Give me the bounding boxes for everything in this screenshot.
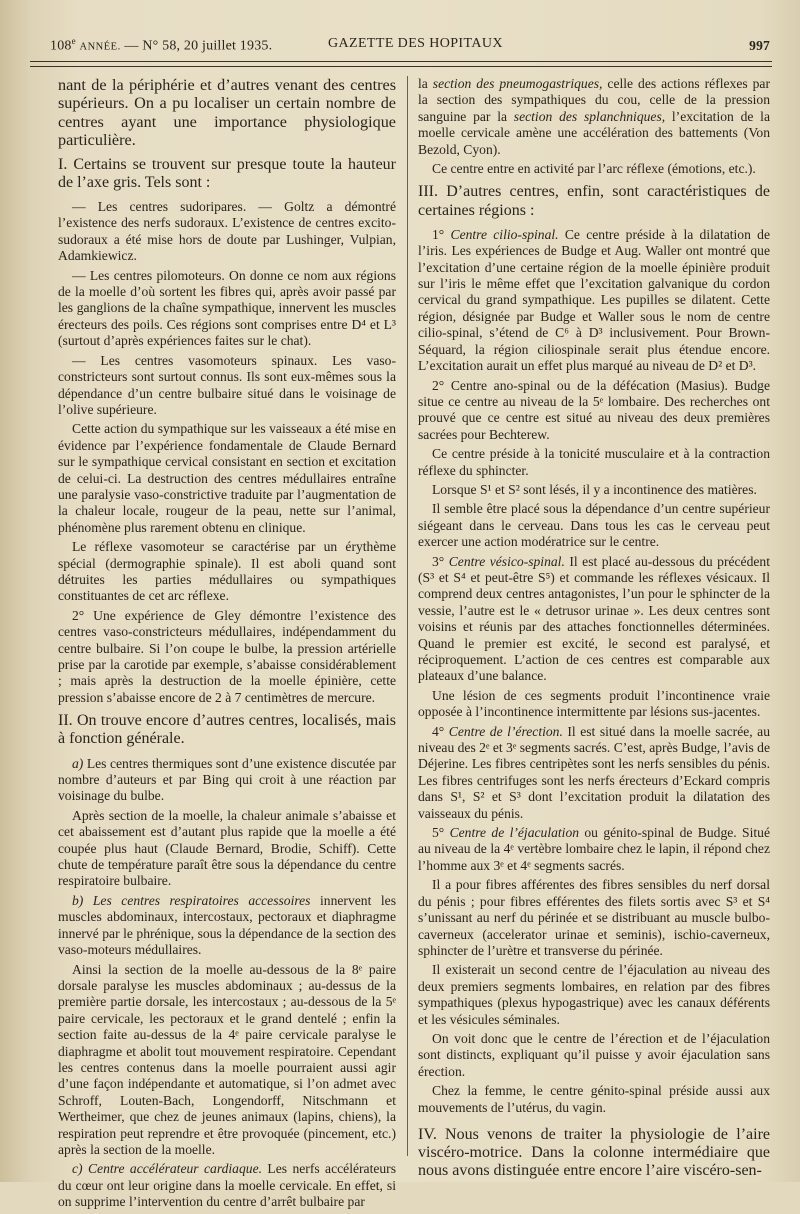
- edition-number: 108: [50, 38, 72, 54]
- paragraph-cilio-spinal: [418, 227, 770, 375]
- item-label-a: a): [72, 755, 84, 771]
- paragraph-reflexe-vasomoteur: Le réflexe vasomoteur se caractérise par un érythème spécial (dermographie spinale). Il est aboli quand sont détruites les parties médullaires ou sympathiques constituantes de cet arc réflexe.: [58, 539, 396, 604]
- paragraph-centres-respiratoires: [58, 893, 396, 959]
- paragraph-distincts: On voit donc que le centre de l’érection et de l’éjaculation sont distincts, expliquant qu’il puisse y avoir éjaculation sans érection.: [418, 1030, 770, 1079]
- item-label-5: 5°: [432, 825, 445, 841]
- intro-paragraph: nant de la périphérie et d’autres venant des centres supérieurs. On a pu localiser un certain nombre de centres ayant une importance physiologique particulière.: [58, 76, 396, 150]
- paragraph-centres-thermiques: [58, 756, 396, 805]
- page-header: [50, 36, 770, 58]
- continuation-emphasis-1: section des pneumogastriques,: [432, 76, 603, 91]
- issue-date: — N° 58, 20 juillet 1935.: [124, 38, 273, 54]
- header-rule: [30, 61, 772, 62]
- page-number: 997: [749, 38, 770, 53]
- paragraph-centre-erection: [418, 724, 770, 822]
- paragraph-tonicite: Ce centre préside à la tonicité musculaire et à la contraction réflexe du sphincter.: [418, 446, 770, 478]
- paragraph-fibres-afferentes: Il a pour fibres afférentes des fibres sensibles du nerf dorsal du pénis ; pour fibres efférentes des filets sortis avec S³ et S⁴ s’unissant au nerf du périnée et se distribuant au muscle bulbo-caverneux (accelerator urinae et seminis), ischio-caverneux, sphincter de l’urètre et transverse du périnée.: [418, 877, 770, 958]
- item-3-title: Centre vésico-spinal.: [448, 553, 565, 569]
- section-heading-3: III. D’autres centres, enfin, sont caractéristiques de certaines régions :: [418, 183, 770, 219]
- paragraph-section-moelle: Après section de la moelle, la chaleur animale s’abaisse et cet abaissement est d’autant plus rapide que la moelle a été coupée plus haut (Claude Bernard, Brodie, Schiff). Cette chute de température paraît être sous la dépendance du centre respiratoire bulbaire.: [58, 807, 396, 889]
- paragraph-continuation: [418, 76, 770, 158]
- header-issue-info: [50, 36, 272, 55]
- paragraph-chez-la-femme: Chez la femme, le centre génito-spinal préside aussi aux mouvements de l’utérus, du vagin.: [418, 1083, 770, 1115]
- section-heading-2: II. On trouve encore d’autres centres, localisés, mais à fonction générale.: [58, 712, 396, 748]
- paragraph-vesico-spinal: [418, 554, 770, 685]
- paragraph-second-centre: Il existerait un second centre de l’éjaculation au niveau des deux premiers segments lombaires, en relation par des fibres sympathiques (plexus hypogastrique) avec les canaux déférents et les vésicules séminales.: [418, 962, 770, 1027]
- item-5-title: Centre de l’éjaculation: [449, 825, 580, 841]
- item-b-text: innervent les muscles abdominaux, intercostaux, pectoraux et diaphragme innervé par le phrénique, sous la dépendance de la section des vaso-moteurs médullaires.: [58, 892, 396, 958]
- edition-superscript: e: [71, 36, 76, 46]
- paragraph-action-sympathique: Cette action du sympathique sur les vaisseaux a été mise en évidence par l’expérience fondamentale de Claude Bernard sur le sympathique cervical consistant en section et excitation de celui-ci. La destruction des centres médullaires entraîne une paralysie vaso-constrictive traduite par l’augmentation de la chaleur locale, rougeur de la peau, nette sur l’animal, phénomène plus rarement obtenu en clinique.: [58, 421, 396, 535]
- paragraph-experience-gley: 2° Une expérience de Gley démontre l’existence des centres vaso-constricteurs médullaires, indépendamment du centre bulbaire. Si l’on coupe le bulbe, la pression artérielle prise par la carotide par exemple, s’abaisse considérablement ; mais après la destruction de la moelle épinière, cette pression s’abaisse encore de 2 à 7 centimètres de mercure.: [58, 607, 396, 705]
- continuation-text-2: celle des actions réflexes par la section des sympathiques du cou, celle de la pression sanguine par la: [418, 76, 770, 124]
- item-label-b: b): [72, 892, 84, 908]
- paragraph-incontinence-matieres: Lorsque S¹ et S² sont lésés, il y a incontinence des matières.: [432, 481, 757, 497]
- journal-title: GAZETTE DES HOPITAUX: [328, 36, 503, 51]
- paragraph-ano-spinal: 2° Centre ano-spinal ou de la défécation (Masius). Budge situe ce centre au niveau de la 5ᵉ lombaire. Des recherches ont prouvé que ce centre est situé au niveau des deux premières sacrées pour Bechterew.: [418, 377, 770, 442]
- section-heading-4: IV. Nous venons de traiter la physiologie de l’aire viscéro-motrice. Dans la colonne intermédiaire que nous avons distinguée entre encore l’aire viscéro-sen-: [418, 1125, 770, 1180]
- item-label-4: 4°: [432, 723, 445, 739]
- paragraph-ainsi: Ainsi la section de la moelle au-dessous de la 8ᵉ paire dorsale paralyse les muscles abdominaux ; au-dessus de la première partie dorsale, les intercostaux ; au-dessous de la 5ᵉ paire cervicale, les pectoraux et le grand dentelé ; enfin la section faite au-dessus de la 4ᵉ paire cervicale paralyse le diaphragme et abolit tout mouvement respiratoire. Cependant les centres contenus dans la moelle pourraient aussi agir d’une façon indépendante et automatique, si l’on admet avec Schroff, Louten-Bach, Longendorff, Nitschmann et Wertheimer, que chez de jeunes animaux (lapins, chiens), la respiration peut reprendre et être provoquée (pincement, etc.) après la section de la moelle.: [58, 961, 396, 1157]
- item-c-title: Centre accélérateur cardiaque.: [87, 1161, 263, 1177]
- right-column: [418, 76, 770, 1188]
- item-label-3: 3°: [432, 553, 445, 569]
- continuation-text-3: l’excitation de la moelle cervicale amène une accélération des battements (Von Bezold, Cyon).: [418, 108, 770, 157]
- item-1-title: Centre cilio-spinal.: [450, 226, 559, 242]
- paragraph-lesion-segments: Une lésion de ces segments produit l’incontinence vraie opposée à l’incontinence intermittente par lésions sus-jacentes.: [418, 687, 770, 720]
- paragraph-vasomoteurs: — Les centres vasomoteurs spinaux. Les vaso-constricteurs sont surtout connus. Ils sont eux-mêmes sous la dépendance d’un centre bulbaire situé dans le voisinage de l’olive supérieure.: [58, 352, 396, 417]
- paragraph-centre-ejaculation: [418, 825, 770, 874]
- item-b-title: Les centres respiratoires accessoires: [92, 892, 311, 908]
- item-4-text: Il est situé dans la moelle sacrée, au niveau des 2ᵉ et 3ᵉ segments sacrés. C’est, après Budge, l’avis de Déjerine. Les fibres centripètes sont les nerfs sensibles du pénis. Les fibres centrifuges sont les nerfs érecteurs d’Eckard compris dans S¹, S² et S³ dont l’excitation produit la dilatation des vaisseaux du pénis.: [418, 723, 771, 821]
- item-5-text: ou génito-spinal de Budge. Situé au niveau de la 4ᵉ vertèbre lombaire chez le lapin, il répond chez l’homme aux 3ᵉ et 4ᵉ segments sacrés.: [418, 825, 770, 873]
- item-1-text: Ce centre préside à la dilatation de l’iris. Les expériences de Budge et Aug. Waller ont montré que l’excitation d’une certaine région de la moelle épinière produit sur l’iris le même effet que l’excitation galvanique du cordon cervical du grand sympathique. Les pupilles se dilatent. Cette région, désignée par Budge et Waller sous le nom de centre cilio-spinal, s’étend de C⁶ à D³ inclusivement. Pour Brown-Séquard, la région ciliospinale serait plus étendue encore. L’excitation aurait un effet plus marqué au niveau de D² et D³.: [418, 226, 770, 374]
- item-c-text: Les nerfs accélérateurs du cœur ont leur origine dans la moelle cervicale. En effet, si on supprime l’intervention du centre d’arrêt bulbaire par: [58, 1161, 396, 1210]
- paragraph-sudoripares: — Les centres sudoripares. — Goltz a démontré l’existence des nerfs sudoraux. L’existence de centres excito-sudoraux a été mise hors de doute par Lushinger, Vulpian, Adamkiewicz.: [58, 199, 396, 264]
- column-divider: [407, 76, 408, 1156]
- item-3-text: Il est placé au-dessous du précédent (S³ et S⁴ et peut-être S⁵) et commande les réflexes vésicaux. Il comprend deux centres antagonistes, l’un pour le sphincter de la vessie, l’autre est le « detrusor urinae ». Les deux centres sont voisins et réunis par des attaches fonctionnelles déterminées. Quand le premier est excité, le second est paralysé, et réciproquement. L’action de ces centres est comparable aux plateaux d’une balance.: [418, 553, 770, 684]
- paragraph-centre-cardiaque: [58, 1161, 396, 1210]
- section-heading-1: I. Certains se trouvent sur presque toute la hauteur de l’axe gris. Tels sont :: [58, 155, 396, 191]
- left-column: [58, 76, 396, 1214]
- item-a-text: Les centres thermiques sont d’une existence discutée par nombre d’auteurs et par Bing qui croit à une réaction par voisinage du bulbe.: [58, 755, 396, 804]
- paragraph-pilomoteurs: — Les centres pilomoteurs. On donne ce nom aux régions de la moelle d’où sortent les fibres qui, après avoir passé par les ganglions de la chaîne sympathique, innervent les muscles érecteurs des poils. Ces régions sont comprises entre D⁴ et L³ (surtout d’après expériences faites sur le chat).: [58, 267, 396, 349]
- continuation-emphasis-2: section des splanchniques,: [513, 108, 666, 124]
- continuation-text-1: la: [418, 76, 433, 91]
- item-label-1: 1°: [432, 226, 445, 242]
- header-rule-thin: [30, 66, 772, 67]
- paragraph-centre-activite: Ce centre entre en activité par l’arc réflexe (émotions, etc.).: [432, 161, 756, 177]
- paragraph-centre-superieur: Il semble être placé sous la dépendance d’un centre supérieur siégeant dans le cerveau. Dans tous les cas le cerveau peut exercer une action modératrice sur le centre.: [418, 501, 770, 550]
- item-label-c: c): [72, 1161, 83, 1177]
- item-4-title: Centre de l’érection.: [448, 723, 563, 739]
- edition-word: ANNÉE.: [79, 41, 121, 53]
